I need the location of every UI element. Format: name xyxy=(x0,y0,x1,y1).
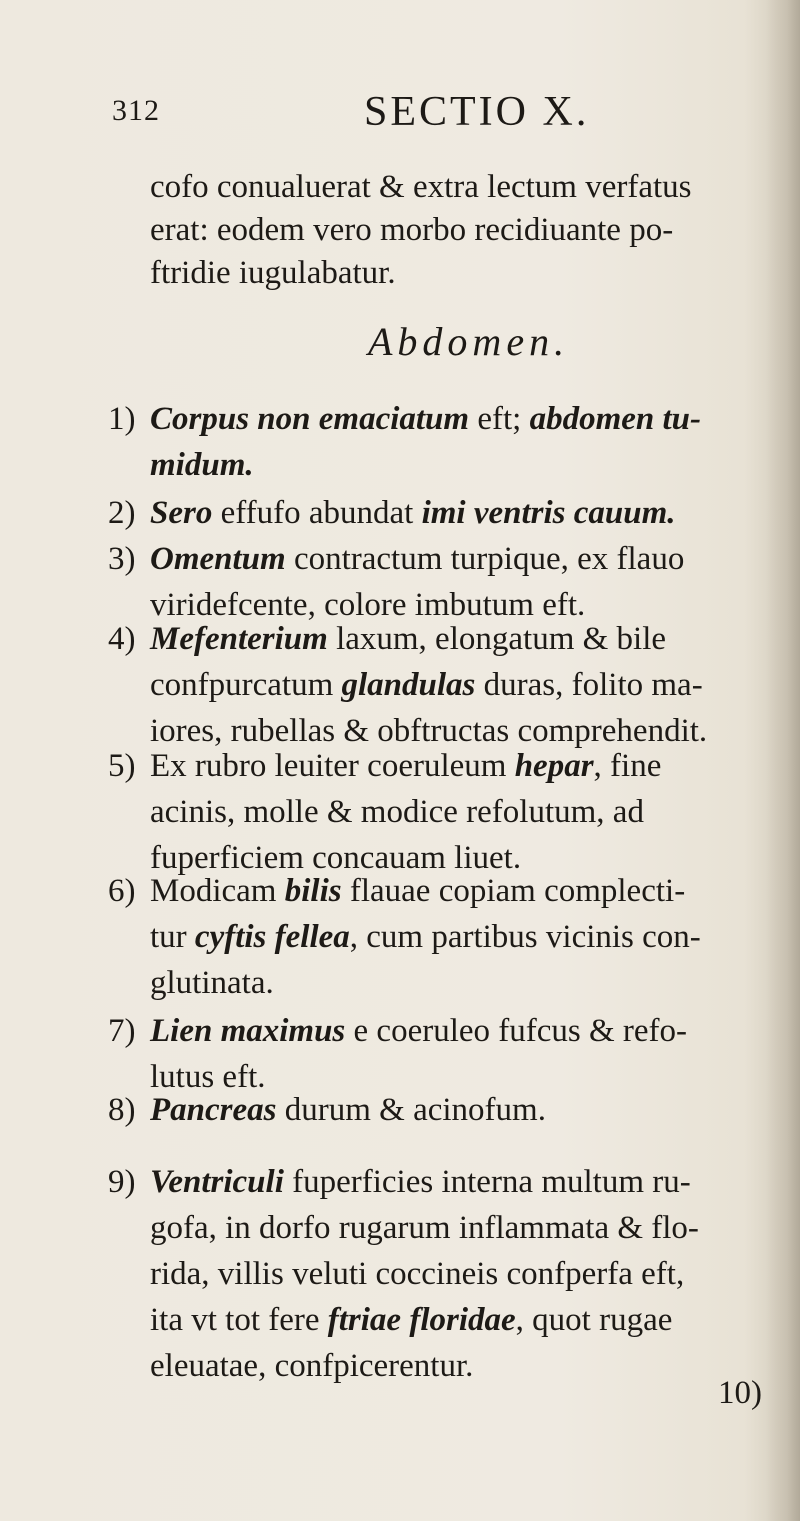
italic-term: Corpus non emaciatum xyxy=(150,401,470,437)
italic-term: Ventriculi xyxy=(150,1164,284,1200)
text-line xyxy=(150,789,790,835)
text-run: , fine xyxy=(593,748,662,784)
text-run: Modicam xyxy=(150,873,285,909)
italic-term: Mefenterium xyxy=(150,621,328,657)
item-text xyxy=(150,490,790,536)
item-number: 2) xyxy=(108,495,136,531)
italic-term: Pancreas xyxy=(150,1092,277,1128)
text-line xyxy=(150,536,790,582)
text-line xyxy=(150,914,790,960)
text-run: ita vt tot fere xyxy=(150,1302,328,1338)
italic-term: ftriae floridae xyxy=(327,1302,516,1338)
text-line xyxy=(150,1087,790,1133)
italic-term: Sero xyxy=(150,495,213,531)
item-text xyxy=(150,1159,790,1389)
text-line xyxy=(150,442,790,488)
item-number: 9) xyxy=(108,1164,136,1200)
item-text xyxy=(150,743,790,881)
text-run: eleuatae, confpicerentur. xyxy=(150,1348,474,1384)
text-run: gofa, in dorfo rugarum inflammata & flo- xyxy=(150,1210,699,1246)
text-line xyxy=(150,1159,790,1205)
text-run: fuperficiem concauam liuet. xyxy=(150,840,522,876)
item-number: 6) xyxy=(108,873,136,909)
text-run: effufo abundat xyxy=(212,495,422,531)
text-line xyxy=(150,868,790,914)
intro-paragraph xyxy=(150,166,780,295)
text-line xyxy=(150,662,790,708)
text-run: iores, rubellas & obftructas comprehendit. xyxy=(150,713,708,749)
italic-term: abdomen tu- xyxy=(529,401,701,437)
text-line xyxy=(150,1205,790,1251)
text-run: contractum turpique, ex flauo xyxy=(285,541,685,577)
italic-term: glandulas xyxy=(341,667,476,703)
text-run: tur xyxy=(150,919,195,955)
italic-term: cyftis fellea xyxy=(194,919,350,955)
item-text xyxy=(150,396,790,488)
text-line xyxy=(150,743,790,789)
text-run: e coeruleo fufcus & refo- xyxy=(345,1013,688,1049)
italic-term: Omentum xyxy=(150,541,286,577)
intro-line: ftridie iugulabatur. xyxy=(150,255,396,291)
text-run: fuperficies interna multum ru- xyxy=(283,1164,691,1200)
item-number: 5) xyxy=(108,748,136,784)
text-line xyxy=(150,1008,790,1054)
text-line xyxy=(150,396,790,442)
text-run: glutinata. xyxy=(150,965,274,1001)
text-run: acinis, molle & modice refolutum, ad xyxy=(150,794,644,830)
text-line xyxy=(150,616,790,662)
text-line xyxy=(150,1251,790,1297)
text-run: , quot rugae xyxy=(515,1302,673,1338)
page-number: 312 xyxy=(112,94,160,127)
text-run: rida, villis veluti coccineis confperfa eft, xyxy=(150,1256,685,1292)
text-line xyxy=(150,490,790,536)
text-line xyxy=(150,1297,790,1343)
italic-term: Lien maximus xyxy=(150,1013,346,1049)
text-run: duras, folito ma- xyxy=(475,667,703,703)
text-run: durum & acinofum. xyxy=(276,1092,546,1128)
text-run: Ex rubro leuiter coeruleum xyxy=(150,748,515,784)
item-text xyxy=(150,536,790,628)
item-number: 7) xyxy=(108,1013,136,1049)
item-number: 1) xyxy=(108,401,136,437)
item-text xyxy=(150,616,790,754)
text-run: viridefcente, colore imbutum eft. xyxy=(150,587,586,623)
text-run: confpurcatum xyxy=(150,667,342,703)
text-run: , cum partibus vicinis con- xyxy=(349,919,701,955)
item-number: 3) xyxy=(108,541,136,577)
item-text xyxy=(150,868,790,1006)
italic-term: midum. xyxy=(150,447,254,483)
italic-term: bilis xyxy=(284,873,342,909)
intro-line: cofo conualuerat & extra lectum verfatus xyxy=(150,169,692,205)
text-run: laxum, elongatum & bile xyxy=(327,621,667,657)
text-run: lutus eft. xyxy=(150,1059,266,1095)
text-line xyxy=(150,1343,790,1389)
item-number: 8) xyxy=(108,1092,136,1128)
text-line xyxy=(150,960,790,1006)
italic-term: hepar xyxy=(514,748,594,784)
section-title: Abdomen. xyxy=(368,319,570,364)
item-number: 4) xyxy=(108,621,136,657)
intro-line: erat: eodem vero morbo recidiuante po- xyxy=(150,212,674,248)
text-run: eft; xyxy=(469,401,530,437)
page-header xyxy=(112,80,672,135)
text-run: flauae copiam complecti- xyxy=(341,873,686,909)
catchword: 10) xyxy=(718,1375,762,1411)
italic-term: imi ventris cauum. xyxy=(421,495,676,531)
item-text xyxy=(150,1087,790,1133)
running-head: SECTIO X. xyxy=(364,89,590,135)
